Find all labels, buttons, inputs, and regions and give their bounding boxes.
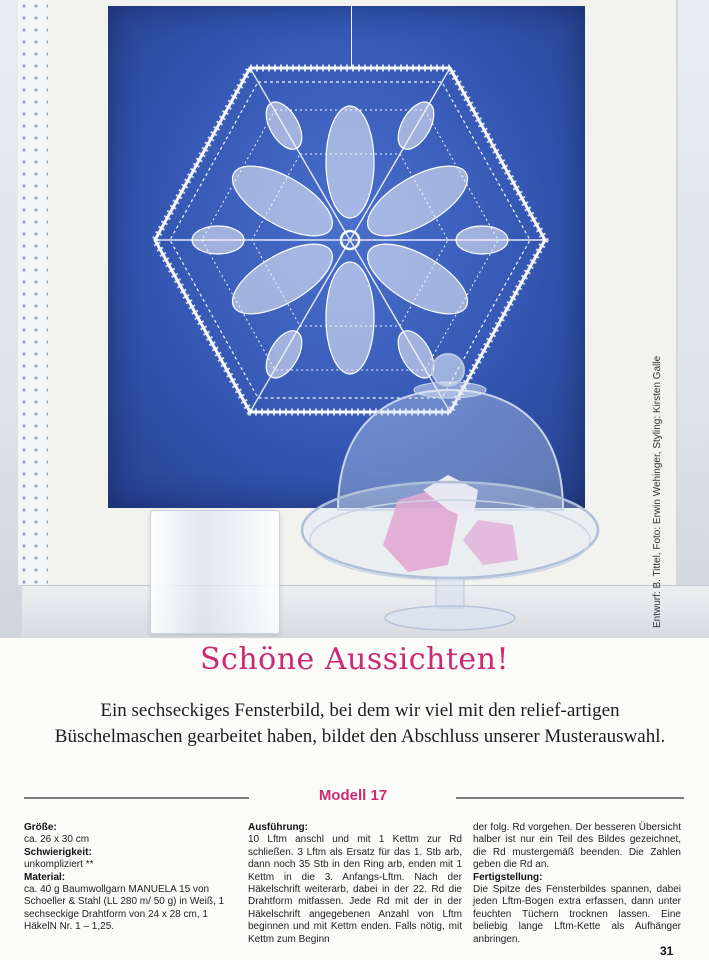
material-heading: Material: [24,871,66,883]
finishing-heading: Fertigstellung: [473,871,543,883]
patterned-curtain [18,0,49,585]
hanging-thread [351,0,352,68]
instructions-column [248,822,462,946]
frosted-glass-vase-icon [150,510,280,634]
model-label: Modell 17 [318,787,388,804]
instructions-text: 10 Lftm anschl und mit 1 Kettm zur Rd schließen. 3 Lftm als Ersatz für das 1. Stb arb, dann noch 35 Stb in den Ring arb, enden mit 1 Kettm in die 3. Anfangs-Lftm. Nach der Häkelschrift weiterarb, dabei in der 22. Rd die Drahtform mitfassen. Jede Rd mit der in der Häkelschrift angegebenen Anzahl von Lftm beginnen und mit Kettm enden. Falls nötig, mit Kettm zum Beginn [248,834,462,945]
article-title: Schöne Aussichten! [199,642,510,677]
divider-left [24,797,249,799]
instructions-continued: der folg. Rd vorgehen. Der besseren Übersicht halber ist nur ein Teil des Bildes gezeichnet, die Rd mustergemäß beenden. Die Zahlen geben die Rd an. [473,822,681,871]
page-number: 31 [660,944,674,958]
specs-column [24,822,236,934]
finishing-text: Die Spitze des Fensterbildes spannen, dabei jeden Lftm-Bogen extra erfassen, dann unter feuchten Tüchern trocknen lassen. Eine beliebig lange Lftm-Kette als Aufhänger anbringen. [473,884,681,945]
finishing-column [473,822,681,946]
material-value: ca. 40 g Baumwollgarn MANUELA 15 von Schoeller & Stahl (LL 280 m/ 50 g) in Weiß, 1 sechseckige Drahtform von 24 x 28 cm, 1 HäkelN Nr. 1 – 1,25. [24,884,225,933]
difficulty-heading: Schwierigkeit: [24,846,92,858]
article-intro: Ein sechseckiges Fensterbild, bei dem wir viel mit den relief-artigen Büschelmaschen gearbeitet haben, bildet den Abschluss unserer Musterauswahl. [54,700,666,747]
size-heading: Größe: [24,822,57,833]
glass-cake-stand-icon [298,350,603,635]
instructions-heading: Ausführung: [248,822,308,833]
size-value: ca. 26 x 30 cm [24,834,90,846]
divider-right [456,797,684,799]
difficulty-value: unkompliziert ** [24,859,94,871]
photo-credit: Entwurf: B. Tittel, Foto: Erwin Wehinger, Styling: Kirsten Galle [652,355,663,628]
